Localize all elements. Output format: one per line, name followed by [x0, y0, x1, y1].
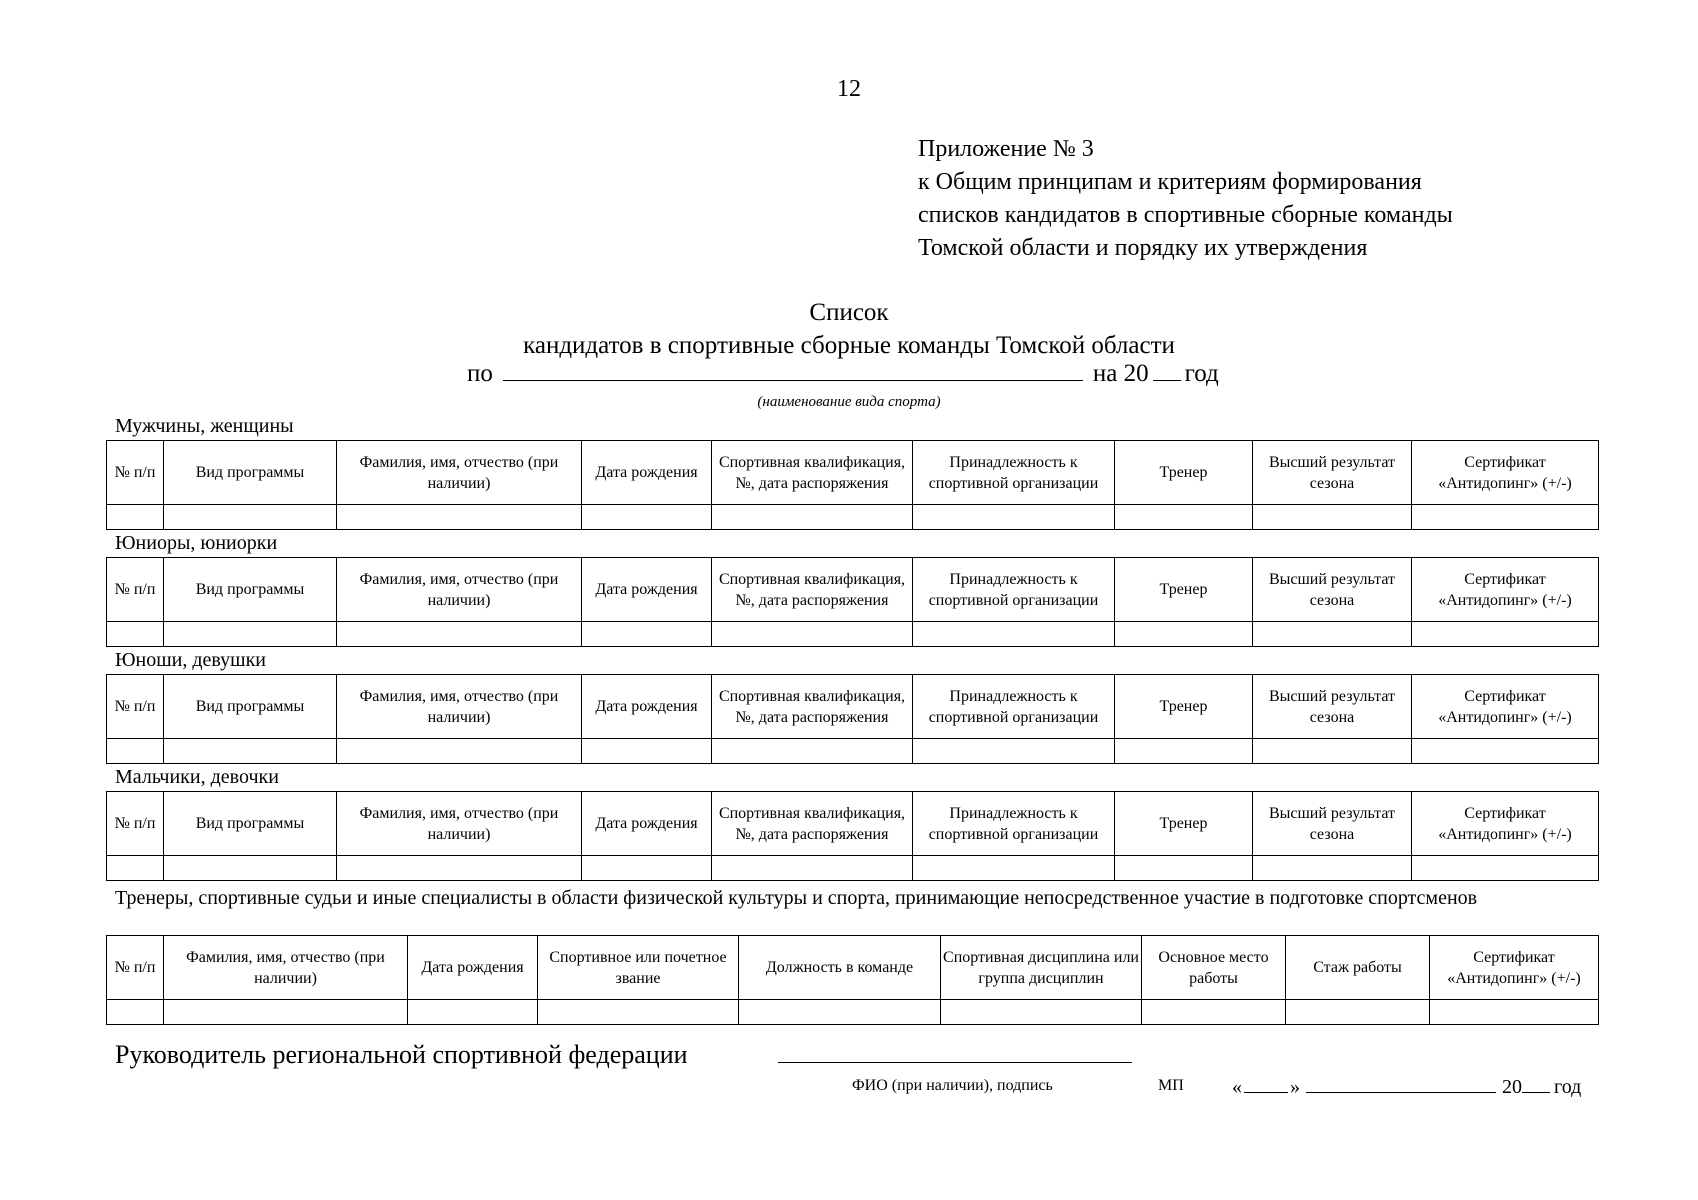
sport-name-line	[467, 358, 1219, 388]
table-youth	[106, 674, 1599, 764]
table-cell[interactable]	[582, 505, 712, 530]
signature-line[interactable]	[778, 1062, 1132, 1063]
col-antidoping: Сертификат «Антидопинг» (+/-)	[1412, 675, 1599, 739]
table-juniors	[106, 557, 1599, 647]
table-cell[interactable]	[164, 856, 337, 881]
table-cell[interactable]	[1412, 739, 1599, 764]
appendix-header	[918, 133, 1638, 265]
month-blank[interactable]	[1306, 1074, 1496, 1093]
table-cell[interactable]	[1286, 1000, 1430, 1025]
table-cell[interactable]	[164, 739, 337, 764]
table-cell[interactable]	[107, 505, 164, 530]
col-antidoping: Сертификат «Антидопинг» (+/-)	[1412, 441, 1599, 505]
col-organization: Принадлежность к спортивной организации	[913, 558, 1115, 622]
appendix-line-1: Приложение № 3	[918, 136, 1094, 162]
group-label-men-women: Мужчины, женщины	[115, 415, 294, 437]
col-fio: Фамилия, имя, отчество (при наличии)	[337, 792, 582, 856]
table-cell[interactable]	[1253, 739, 1412, 764]
title-line-1: Список	[809, 299, 889, 326]
day-blank[interactable]	[1244, 1074, 1288, 1093]
col-fio: Фамилия, имя, отчество (при наличии)	[337, 558, 582, 622]
quote-close: »	[1290, 1076, 1300, 1098]
table-cell[interactable]	[337, 505, 582, 530]
year-blank[interactable]	[1522, 1074, 1550, 1093]
col-qualification: Спортивная квалификация, №, дата распоряжения	[712, 675, 913, 739]
group-label-youth: Юноши, девушки	[115, 649, 266, 671]
appendix-line-4: Томской области и порядку их утверждения	[918, 235, 1368, 261]
table-cell[interactable]	[1253, 856, 1412, 881]
table-cell[interactable]	[913, 622, 1115, 647]
table-header-row	[107, 675, 1599, 739]
table-cell[interactable]	[1115, 856, 1253, 881]
col-result: Высший результат сезона	[1253, 675, 1412, 739]
page-number: 12	[837, 76, 861, 102]
po-label: по	[467, 360, 493, 387]
sport-name-hint: (наименование вида спорта)	[757, 394, 941, 410]
table-cell[interactable]	[1115, 505, 1253, 530]
table-cell[interactable]	[164, 1000, 408, 1025]
col-qualification: Спортивная квалификация, №, дата распоряжения	[712, 792, 913, 856]
staff-section-title: Тренеры, спортивные судьи и иные специалисты в области физической культуры и спорта, принимающие непосредственное участие в подготовке спортсменов	[115, 887, 1478, 909]
federation-head-label: Руководитель региональной спортивной федерации	[115, 1040, 688, 1069]
col-coach: Тренер	[1115, 675, 1253, 739]
table-cell[interactable]	[1253, 505, 1412, 530]
table-cell[interactable]	[337, 739, 582, 764]
table-cell[interactable]	[1412, 856, 1599, 881]
col-result: Высший результат сезона	[1253, 792, 1412, 856]
col-birth: Дата рождения	[408, 936, 538, 1000]
table-cell[interactable]	[408, 1000, 538, 1025]
table-cell[interactable]	[107, 856, 164, 881]
sport-name-blank[interactable]	[503, 358, 1083, 381]
table-row	[107, 739, 1599, 764]
appendix-line-3: списков кандидатов в спортивные сборные команды	[918, 202, 1453, 228]
signature-hint: ФИО (при наличии), подпись	[852, 1077, 1053, 1094]
col-position: Должность в команде	[739, 936, 941, 1000]
table-header-row	[107, 792, 1599, 856]
table-cell[interactable]	[337, 622, 582, 647]
col-workplace: Основное место работы	[1142, 936, 1286, 1000]
quote-open: «	[1232, 1076, 1242, 1098]
table-row	[107, 505, 1599, 530]
table-cell[interactable]	[712, 622, 913, 647]
table-cell[interactable]	[1412, 505, 1599, 530]
table-cell[interactable]	[739, 1000, 941, 1025]
table-cell[interactable]	[1142, 1000, 1286, 1025]
table-row	[107, 622, 1599, 647]
col-birth: Дата рождения	[582, 675, 712, 739]
table-cell[interactable]	[1253, 622, 1412, 647]
table-cell[interactable]	[582, 622, 712, 647]
table-header-row	[107, 558, 1599, 622]
table-header-row	[107, 441, 1599, 505]
table-cell[interactable]	[913, 739, 1115, 764]
col-qualification: Спортивная квалификация, №, дата распоряжения	[712, 558, 913, 622]
col-result: Высший результат сезона	[1253, 441, 1412, 505]
col-coach: Тренер	[1115, 558, 1253, 622]
table-cell[interactable]	[107, 1000, 164, 1025]
col-birth: Дата рождения	[582, 558, 712, 622]
col-fio: Фамилия, имя, отчество (при наличии)	[337, 441, 582, 505]
table-cell[interactable]	[1430, 1000, 1599, 1025]
year-blank[interactable]	[1153, 358, 1181, 381]
stamp-place-label: МП	[1158, 1077, 1184, 1094]
table-cell[interactable]	[712, 739, 913, 764]
col-coach: Тренер	[1115, 441, 1253, 505]
document-title	[0, 296, 1698, 362]
col-rank: Спортивное или почетное звание	[538, 936, 739, 1000]
table-cell[interactable]	[941, 1000, 1142, 1025]
table-staff	[106, 935, 1599, 1025]
table-cell[interactable]	[582, 739, 712, 764]
col-num: № п/п	[107, 441, 164, 505]
table-cell[interactable]	[164, 622, 337, 647]
table-cell[interactable]	[337, 856, 582, 881]
table-cell[interactable]	[712, 505, 913, 530]
appendix-line-2: к Общим принципам и критериям формирования	[918, 169, 1422, 195]
col-birth: Дата рождения	[582, 792, 712, 856]
col-num: № п/п	[107, 558, 164, 622]
col-coach: Тренер	[1115, 792, 1253, 856]
col-program: Вид программы	[164, 792, 337, 856]
col-discipline: Спортивная дисциплина или группа дисциплин	[941, 936, 1142, 1000]
table-cell[interactable]	[913, 505, 1115, 530]
year-prefix: 20	[1502, 1076, 1522, 1098]
group-label-children: Мальчики, девочки	[115, 766, 279, 788]
col-num: № п/п	[107, 936, 164, 1000]
table-cell[interactable]	[107, 622, 164, 647]
col-experience: Стаж работы	[1286, 936, 1430, 1000]
table-cell[interactable]	[913, 856, 1115, 881]
table-row	[107, 1000, 1599, 1025]
table-cell[interactable]	[582, 856, 712, 881]
na20-label: на 20	[1092, 360, 1149, 387]
table-cell[interactable]	[712, 856, 913, 881]
col-organization: Принадлежность к спортивной организации	[913, 441, 1115, 505]
table-cell[interactable]	[107, 739, 164, 764]
group-label-juniors: Юниоры, юниорки	[115, 532, 278, 554]
col-fio: Фамилия, имя, отчество (при наличии)	[337, 675, 582, 739]
god-label: год	[1184, 360, 1219, 387]
col-fio: Фамилия, имя, отчество (при наличии)	[164, 936, 408, 1000]
col-num: № п/п	[107, 675, 164, 739]
col-program: Вид программы	[164, 441, 337, 505]
title-line-2: кандидатов в спортивные сборные команды Томской области	[523, 332, 1175, 359]
date-line	[1232, 1074, 1581, 1099]
table-cell[interactable]	[1412, 622, 1599, 647]
table-men-women	[106, 440, 1599, 530]
table-cell[interactable]	[538, 1000, 739, 1025]
col-num: № п/п	[107, 792, 164, 856]
col-birth: Дата рождения	[582, 441, 712, 505]
table-cell[interactable]	[1115, 622, 1253, 647]
year-suffix: год	[1554, 1076, 1582, 1098]
col-antidoping: Сертификат «Антидопинг» (+/-)	[1430, 936, 1599, 1000]
table-header-row	[107, 936, 1599, 1000]
table-row	[107, 856, 1599, 881]
table-cell[interactable]	[164, 505, 337, 530]
col-antidoping: Сертификат «Антидопинг» (+/-)	[1412, 792, 1599, 856]
table-children	[106, 791, 1599, 881]
col-program: Вид программы	[164, 558, 337, 622]
table-cell[interactable]	[1115, 739, 1253, 764]
col-program: Вид программы	[164, 675, 337, 739]
col-qualification: Спортивная квалификация, №, дата распоряжения	[712, 441, 913, 505]
col-antidoping: Сертификат «Антидопинг» (+/-)	[1412, 558, 1599, 622]
col-organization: Принадлежность к спортивной организации	[913, 792, 1115, 856]
col-result: Высший результат сезона	[1253, 558, 1412, 622]
col-organization: Принадлежность к спортивной организации	[913, 675, 1115, 739]
